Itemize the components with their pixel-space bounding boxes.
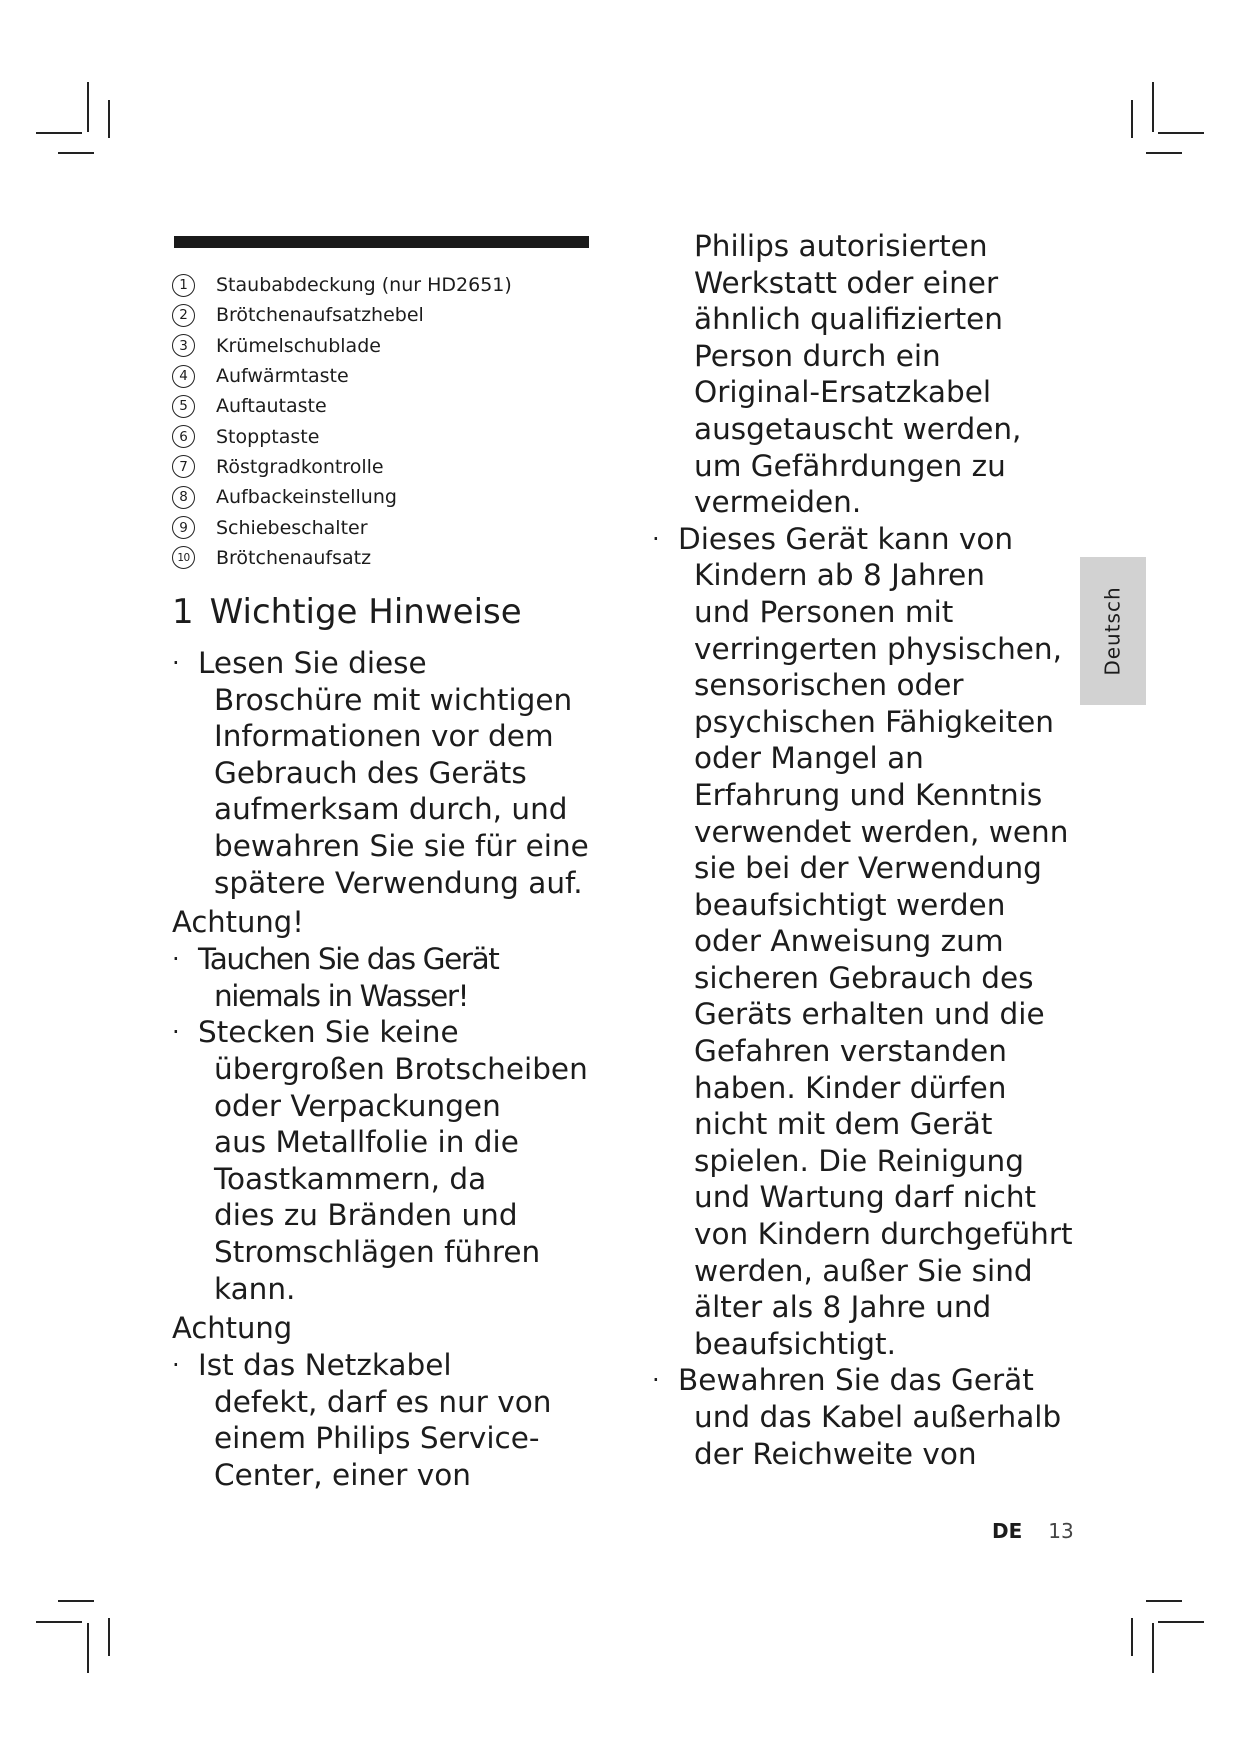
bullet-power-cord (172, 1347, 612, 1493)
bullet-dot: · (172, 1351, 180, 1380)
part-label: Auftautaste (216, 395, 327, 418)
text-line: psychischen Fähigkeiten (694, 704, 1054, 739)
part-number-badge: 8 (172, 486, 195, 509)
text-line: oder Anweisung zum (694, 924, 1004, 959)
text-line: dies zu Bränden und (214, 1198, 518, 1233)
text-line: der Reichweite von (694, 1436, 977, 1471)
text-line: kann. (214, 1271, 296, 1306)
text-line: sensorischen oder (694, 668, 964, 703)
text-line: und das Kabel außerhalb (694, 1400, 1062, 1434)
header-rule (174, 236, 589, 248)
parts-list (172, 270, 612, 573)
text-line: spielen. Die Reinigung (694, 1143, 1024, 1178)
text-line: niemals in Wasser! (214, 978, 469, 1013)
text-line: werden, außer Sie sind (694, 1253, 1033, 1288)
bullet-dot: · (172, 1018, 180, 1047)
bullet-children (652, 521, 1082, 1363)
section-number: 1 (172, 592, 194, 632)
text-line: beaufsichtigt. (694, 1326, 896, 1361)
continued-text (652, 228, 1082, 521)
heading-warning: Achtung (172, 1311, 293, 1346)
text-line: Bewahren Sie das Gerät (678, 1363, 1034, 1398)
parts-list-item (172, 270, 612, 300)
text-line: Tauchen Sie das Gerät (198, 942, 499, 977)
page-number: 13 (1048, 1519, 1074, 1543)
text-line: verwendet werden, wenn (694, 814, 1069, 849)
text-line: Philips autorisierten (694, 229, 988, 263)
bullet-dot: · (172, 649, 180, 677)
part-label: Schiebeschalter (216, 516, 368, 539)
text-line: Geräts erhalten und die (694, 997, 1045, 1032)
text-line: Stromschlägen führen (214, 1234, 541, 1269)
part-number-badge: 3 (172, 334, 195, 357)
text-line: Gebrauch des Geräts (214, 755, 527, 790)
text-line: Original-Ersatzkabel (694, 375, 992, 410)
parts-list-item (172, 512, 612, 542)
part-label: Brötchenaufsatzhebel (216, 304, 424, 327)
text-line: einem Philips Service- (214, 1421, 540, 1456)
text-line: spätere Verwendung auf. (214, 865, 583, 900)
part-label: Staubabdeckung (nur HD2651) (216, 274, 512, 297)
text-line: Ist das Netzkabel (198, 1348, 452, 1383)
text-line: älter als 8 Jahre und (694, 1290, 992, 1325)
text-line: oder Verpackungen (214, 1088, 501, 1123)
bullet-no-water (172, 941, 612, 1014)
text-line: vermeiden. (694, 485, 862, 520)
parts-list-item (172, 391, 612, 421)
part-label: Aufbackeinstellung (216, 486, 397, 509)
text-line: Stecken Sie keine (198, 1015, 459, 1050)
text-line: Toastkammern, da (214, 1161, 487, 1196)
language-tab-label: Deutsch (1101, 586, 1126, 676)
heading-danger: Achtung! (172, 905, 304, 940)
text-line: sie bei der Verwendung (694, 851, 1042, 886)
text-line: nicht mit dem Gerät (694, 1107, 993, 1142)
parts-list-item (172, 543, 612, 573)
text-line: defekt, darf es nur von (214, 1384, 552, 1419)
part-label: Röstgradkontrolle (216, 455, 384, 478)
part-number-badge: 7 (172, 455, 195, 478)
text-line: sicheren Gebrauch des (694, 960, 1034, 995)
part-number-badge: 10 (172, 546, 195, 569)
part-number-badge: 5 (172, 395, 195, 418)
parts-list-item (172, 300, 612, 330)
parts-list-item (172, 482, 612, 512)
text-line: Dieses Gerät kann von (678, 521, 1014, 556)
page-footer (992, 1519, 1074, 1543)
parts-list-item (172, 331, 612, 361)
part-label: Brötchenaufsatz (216, 546, 372, 569)
bullet-read-brochure (172, 645, 612, 901)
bullet-dot: · (652, 1366, 660, 1395)
text-line: Werkstatt oder einer (694, 265, 999, 300)
footer-language: DE (992, 1519, 1023, 1543)
part-number-badge: 9 (172, 516, 195, 539)
text-line: und Personen mit (694, 594, 954, 629)
part-number-badge: 4 (172, 365, 195, 388)
text-line: Person durch ein (694, 338, 941, 373)
section-title-text: Wichtige Hinweise (209, 592, 522, 632)
bullet-no-oversized-bread (172, 1014, 612, 1307)
parts-list-item (172, 421, 612, 451)
text-line: oder Mangel an (694, 741, 924, 776)
text-line: verringerten physischen, (694, 631, 1062, 666)
part-label: Aufwärmtaste (216, 365, 349, 388)
text-line: Kindern ab 8 Jahren (694, 558, 985, 593)
parts-list-item (172, 361, 612, 391)
text-line: aus Metallfolie in die (214, 1125, 519, 1160)
text-line: aufmerksam durch, und (214, 792, 568, 827)
text-line: Broschüre mit wichtigen (214, 682, 573, 717)
part-label: Stopptaste (216, 425, 320, 448)
text-line: haben. Kinder dürfen (694, 1070, 1007, 1105)
text-line: Lesen Sie diese (198, 646, 427, 680)
parts-list-item (172, 452, 612, 482)
text-line: beaufsichtigt werden (694, 887, 1006, 922)
bullet-dot: · (652, 524, 660, 553)
text-line: Informationen vor dem (214, 719, 554, 754)
part-number-badge: 6 (172, 425, 195, 448)
bullet-dot: · (172, 945, 179, 974)
part-number-badge: 1 (172, 274, 195, 297)
left-column (172, 645, 612, 1493)
part-label: Krümelschublade (216, 334, 381, 357)
text-line: und Wartung darf nicht (694, 1180, 1037, 1215)
text-line: ausgetauscht werden, (694, 411, 1022, 446)
text-line: Center, einer von (214, 1457, 471, 1492)
part-number-badge: 2 (172, 304, 195, 327)
text-line: um Gefährdungen zu (694, 448, 1006, 483)
right-column (652, 228, 1082, 1472)
language-tab (1080, 557, 1146, 705)
text-line: ähnlich qualifizierten (694, 302, 1004, 337)
bullet-storage (652, 1362, 1082, 1472)
text-line: bewahren Sie sie für eine (214, 828, 589, 863)
text-line: Erfahrung und Kenntnis (694, 777, 1043, 812)
text-line: übergroßen Brotscheiben (214, 1051, 588, 1086)
text-line: Gefahren verstanden (694, 1034, 1007, 1069)
section-title (172, 592, 522, 632)
text-line: von Kindern durchgeführt (694, 1217, 1073, 1252)
